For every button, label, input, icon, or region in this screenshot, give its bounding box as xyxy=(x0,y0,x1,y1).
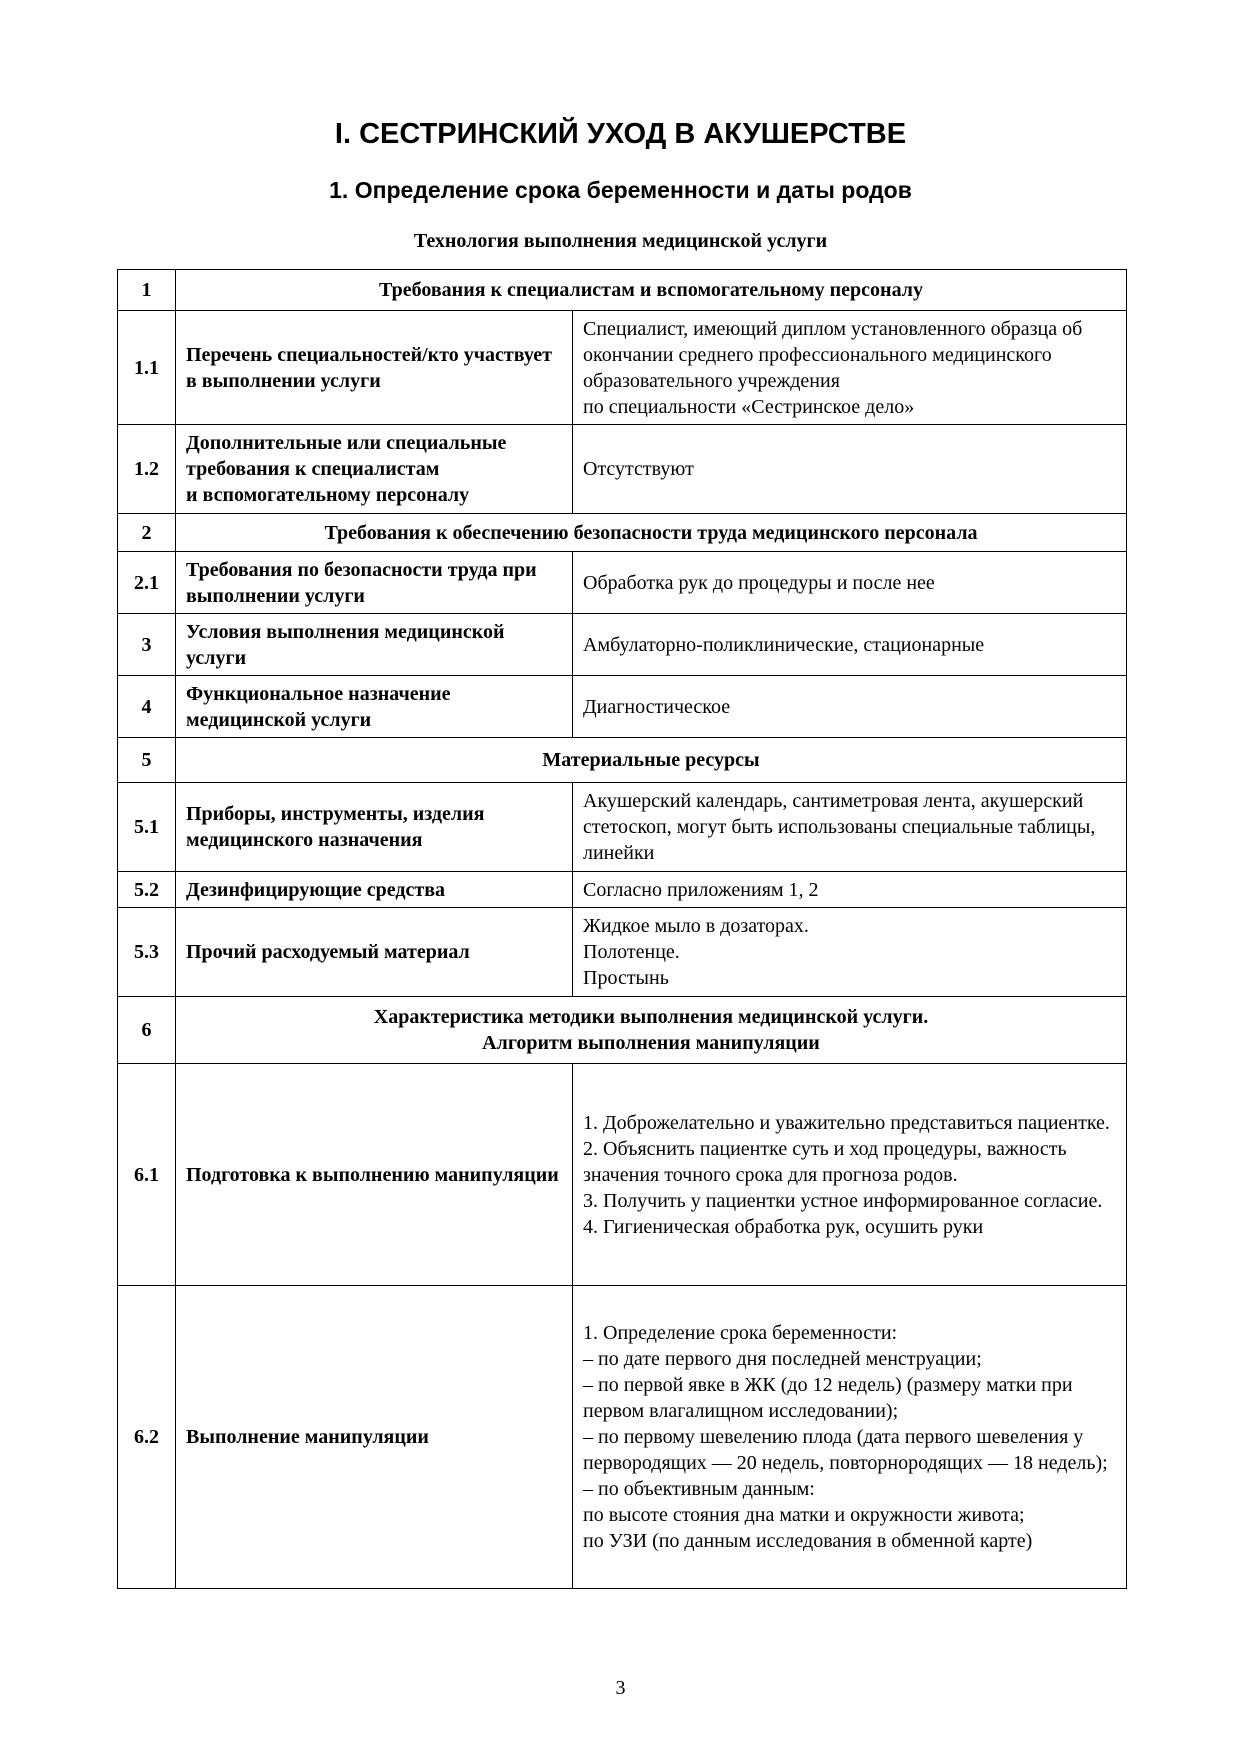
table-row xyxy=(118,1064,1127,1286)
row-name: Требования по безопасности труда при выполнении услуги xyxy=(176,552,573,614)
table-row xyxy=(118,614,1127,676)
table-row xyxy=(118,738,1127,783)
row-value: Жидкое мыло в дозаторах. Полотенце. Простынь xyxy=(573,908,1127,997)
row-name: Перечень специальностей/кто участвует в выполнении услуги xyxy=(176,311,573,425)
table-row xyxy=(118,514,1127,552)
row-value: 1. Определение срока беременности: – по дате первого дня последней менструации; – по первой явке в ЖК (до 12 недель) (размеру матки при первом влагалищном исследовании); – по первому шевелению плода (дата первого шевеления у первородящих — 20 недель, повторнородящих — 18 недель); – по объективным данным: по высоте стояния дна матки и окружности живота; по УЗИ (по данным исследования в обменной карте) xyxy=(573,1286,1127,1589)
table-row xyxy=(118,783,1127,872)
table-row xyxy=(118,1286,1127,1589)
row-name: Приборы, инструменты, изделия медицинского назначения xyxy=(176,783,573,872)
section-heading: Материальные ресурсы xyxy=(176,738,1127,783)
row-number: 2.1 xyxy=(118,552,176,614)
table-row xyxy=(118,997,1127,1064)
page-title: I. СЕСТРИНСКИЙ УХОД В АКУШЕРСТВЕ xyxy=(334,118,907,150)
row-value: Специалист, имеющий диплом установленного образца об окончании среднего профессионального медицинского образовательного учреждения по специальности «Сестринское дело» xyxy=(573,311,1127,425)
row-value: Отсутствуют xyxy=(573,425,1127,514)
row-name: Подготовка к выполнению манипуляции xyxy=(176,1064,573,1286)
section-subtitle: 1. Определение срока беременности и даты родов xyxy=(329,177,912,203)
row-number: 6 xyxy=(118,997,176,1064)
table-row xyxy=(118,270,1127,311)
row-name: Условия выполнения медицинской услуги xyxy=(176,614,573,676)
table-row xyxy=(118,872,1127,908)
row-number: 6.2 xyxy=(118,1286,176,1589)
row-name: Функциональное назначение медицинской услуги xyxy=(176,676,573,738)
row-number: 5.2 xyxy=(118,872,176,908)
row-value: Диагностическое xyxy=(573,676,1127,738)
table-row xyxy=(118,425,1127,514)
row-number: 1.1 xyxy=(118,311,176,425)
row-number: 6.1 xyxy=(118,1064,176,1286)
row-name: Дополнительные или специальные требования к специалистам и вспомогательному персоналу xyxy=(176,425,573,514)
page-number: 3 xyxy=(615,1677,626,1699)
row-name: Прочий расходуемый материал xyxy=(176,908,573,997)
row-value: 1. Доброжелательно и уважительно представиться пациентке. 2. Объяснить пациентке суть и ход процедуры, важность значения точного срока для прогноза родов. 3. Получить у пациентки устное информированное согласие. 4. Гигиеническая обработка рук, осушить руки xyxy=(573,1064,1127,1286)
row-value: Амбулаторно-поликлинические, стационарные xyxy=(573,614,1127,676)
row-number: 5.3 xyxy=(118,908,176,997)
table-row xyxy=(118,676,1127,738)
row-name: Выполнение манипуляции xyxy=(176,1286,573,1589)
row-number: 5.1 xyxy=(118,783,176,872)
table-row xyxy=(118,552,1127,614)
row-value: Обработка рук до процедуры и после нее xyxy=(573,552,1127,614)
table-row xyxy=(118,311,1127,425)
row-number: 4 xyxy=(118,676,176,738)
row-number: 1.2 xyxy=(118,425,176,514)
procedure-table xyxy=(117,269,1127,1589)
section-heading: Характеристика методики выполнения медицинской услуги. Алгоритм выполнения манипуляции xyxy=(176,997,1127,1064)
row-number: 2 xyxy=(118,514,176,552)
table-row xyxy=(118,908,1127,997)
section-heading: Требования к обеспечению безопасности труда медицинского персонала xyxy=(176,514,1127,552)
row-number: 3 xyxy=(118,614,176,676)
row-value: Акушерский календарь, сантиметровая лента, акушерский стетоскоп, могут быть использованы специальные таблицы, линейки xyxy=(573,783,1127,872)
row-number: 1 xyxy=(118,270,176,311)
table-caption: Технология выполнения медицинской услуги xyxy=(413,230,828,252)
row-name: Дезинфицирующие средства xyxy=(176,872,573,908)
row-value: Согласно приложениям 1, 2 xyxy=(573,872,1127,908)
row-number: 5 xyxy=(118,738,176,783)
section-heading: Требования к специалистам и вспомогательному персоналу xyxy=(176,270,1127,311)
